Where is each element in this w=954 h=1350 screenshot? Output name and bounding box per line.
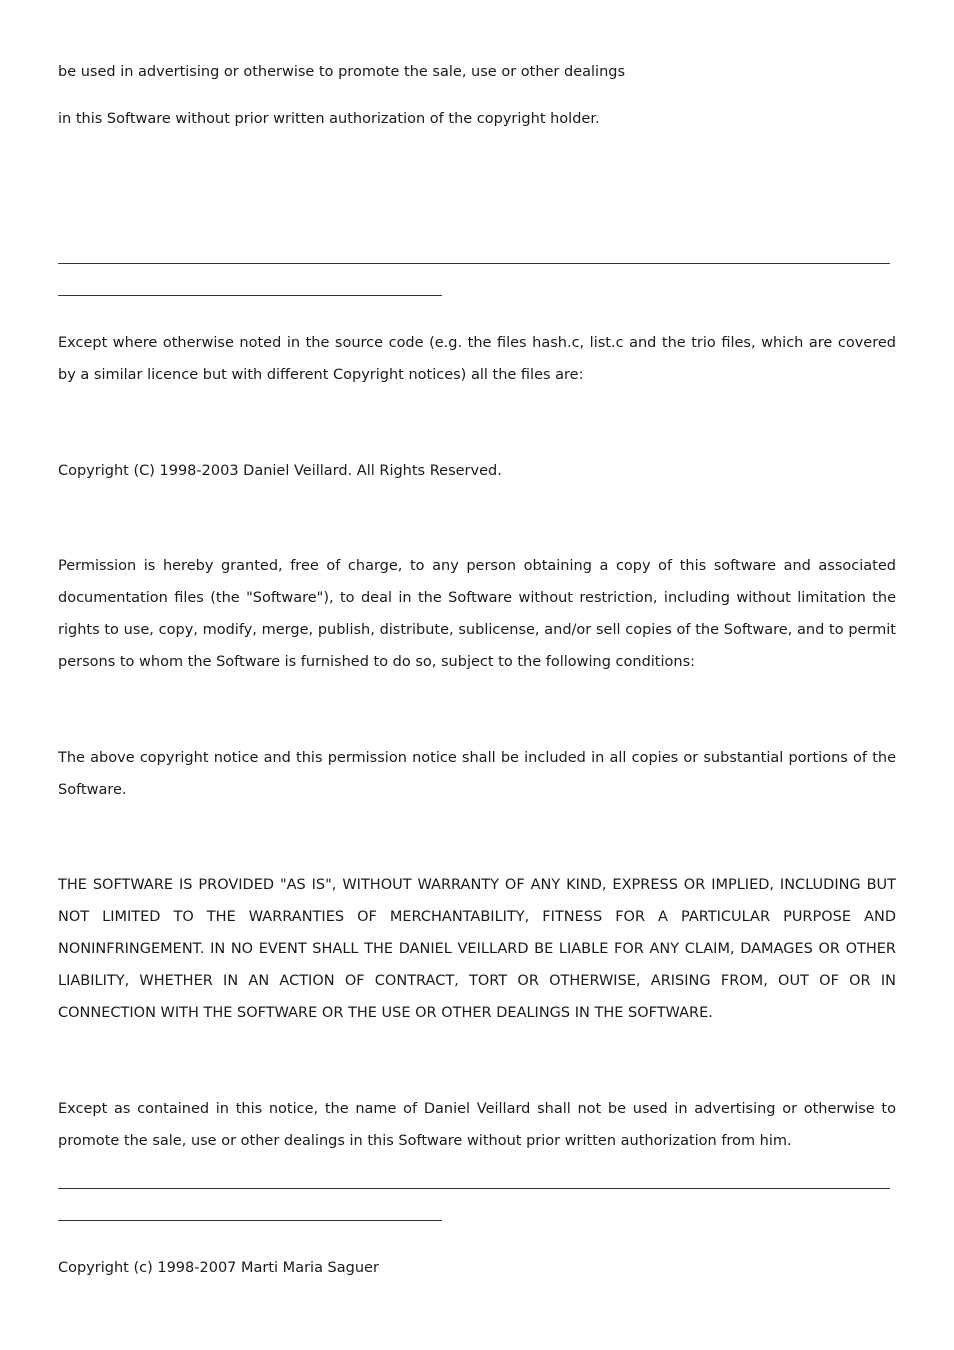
inclusion-paragraph: The above copyright notice and this permission notice shall be included in all copies or substantial portions of the Software. <box>58 750 896 798</box>
copyright-saguer: Copyright (c) 1998-2007 Marti Maria Saguer <box>58 1260 379 1276</box>
intro-text-line-1: be used in advertising or otherwise to promote the sale, use or other dealings <box>58 64 626 80</box>
separator-rule-short <box>58 295 442 296</box>
separator-rule-long-2 <box>58 1188 890 1189</box>
separator-rule-long <box>58 263 890 264</box>
notice-paragraph: Except where otherwise noted in the source code (e.g. the files hash.c, list.c and the trio files, which are covered by a similar licence but with different Copyright notices) all the files are: <box>58 335 896 383</box>
warranty-disclaimer-paragraph: THE SOFTWARE IS PROVIDED "AS IS", WITHOUT WARRANTY OF ANY KIND, EXPRESS OR IMPLIED, INCLUDING BUT NOT LIMITED TO THE WARRANTIES OF MERCHANTABILITY, FITNESS FOR A PARTICULAR PURPOSE AND NONINFRINGEMENT. IN NO EVENT SHALL THE DANIEL VEILLARD BE LIABLE FOR ANY CLAIM, DAMAGES OR OTHER LIABILITY, WHETHER IN AN ACTION OF CONTRACT, TORT OR OTHERWISE, ARISING FROM, OUT OF OR IN CONNECTION WITH THE SOFTWARE OR THE USE OR OTHER DEALINGS IN THE SOFTWARE. <box>58 877 896 1021</box>
advertising-restriction-paragraph: Except as contained in this notice, the name of Daniel Veillard shall not be used in advertising or otherwise to promote the sale, use or other dealings in this Software without prior written authorization from him. <box>58 1101 896 1149</box>
copyright-veillard: Copyright (C) 1998-2003 Daniel Veillard. All Rights Reserved. <box>58 463 502 479</box>
separator-rule-short-2 <box>58 1220 442 1221</box>
intro-text-line-2: in this Software without prior written authorization of the copyright holder. <box>58 111 600 127</box>
permission-paragraph: Permission is hereby granted, free of charge, to any person obtaining a copy of this software and associated documentation files (the "Software"), to deal in the Software without restriction, including without limitation the rights to use, copy, modify, merge, publish, distribute, sublicense, and/or sell copies of the Software, and to permit persons to whom the Software is furnished to do so, subject to the following conditions: <box>58 558 896 670</box>
